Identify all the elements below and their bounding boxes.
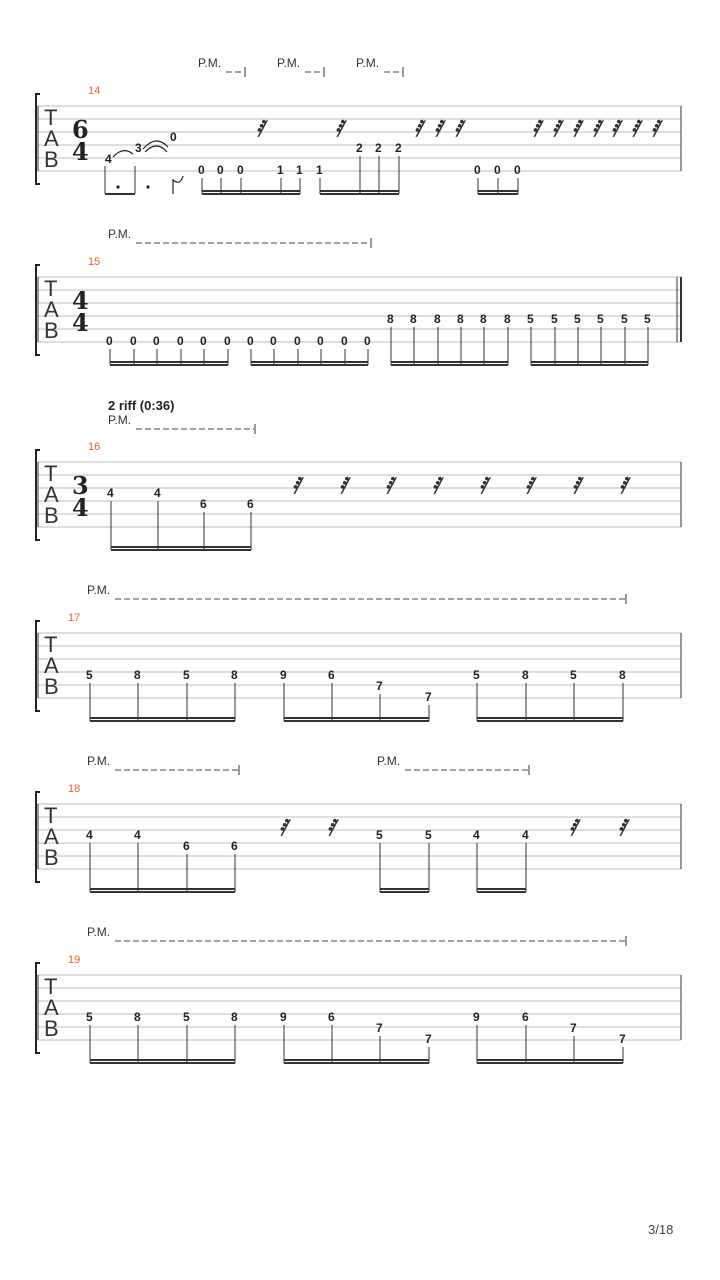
fret-group-2	[320, 141, 402, 194]
fret-number: 5	[621, 312, 628, 326]
fret-number: 0	[153, 334, 160, 348]
system-bar-18	[36, 754, 681, 892]
fret-number: 5	[473, 668, 480, 682]
fret-number: 8	[410, 312, 417, 326]
fret-number: 0	[341, 334, 348, 348]
fret-number: 5	[644, 312, 651, 326]
palm-mute-label: P.M.	[87, 583, 111, 597]
fret-number: 6	[247, 497, 254, 511]
tab-clef-letter: B	[44, 318, 59, 343]
rests	[256, 116, 663, 142]
bar-number: 17	[68, 612, 81, 624]
fret-number: 4	[522, 828, 529, 842]
fret-number: 6	[328, 668, 335, 682]
time-signature-top: 4	[72, 286, 89, 315]
tab-clef-letter: A	[44, 995, 59, 1020]
fret-number: 5	[527, 312, 534, 326]
fret-number: 4	[107, 486, 114, 500]
staff-lines	[38, 462, 681, 527]
system-bar-14	[36, 56, 681, 194]
bar-number: 19	[68, 954, 81, 966]
bar-number: 14	[88, 85, 101, 97]
sixteenth-rest-icon: 𝅀	[292, 473, 301, 499]
time-signature-top: 6	[72, 115, 89, 144]
fret-number: 5	[551, 312, 558, 326]
fret-number: 1	[296, 163, 303, 177]
system-bar-19	[36, 925, 681, 1063]
fret-number: 9	[280, 1010, 287, 1024]
stems-beams	[90, 683, 623, 721]
tab-clef-letter: T	[44, 105, 58, 130]
fret-number: 5	[597, 312, 604, 326]
stems-beams	[90, 1025, 623, 1063]
time-signature-bottom: 4	[72, 137, 89, 166]
fret-number: 0	[237, 163, 244, 177]
fret-number: 4	[473, 828, 480, 842]
palm-mute-label: P.M.	[377, 754, 401, 768]
sixteenth-rest-icon: 𝅀	[631, 116, 640, 142]
fret-number: 1	[277, 163, 284, 177]
sixteenth-rest-icon: 𝅀	[335, 116, 344, 142]
sixteenth-rest-icon: 𝅀	[479, 473, 488, 499]
sixteenth-rest-icon: 𝅀	[525, 473, 534, 499]
sixteenth-rest-icon: 𝅀	[385, 473, 394, 499]
fret-number: 5	[570, 668, 577, 682]
palm-mute-label: P.M.	[356, 56, 380, 70]
sixteenth-rest-icon: 𝅀	[414, 116, 423, 142]
fret-number: 8	[231, 668, 238, 682]
fret-number: 0	[170, 130, 177, 144]
bar-number: 18	[68, 783, 81, 795]
sixteenth-rest-icon: 𝅀	[434, 116, 443, 142]
fret-number: 1	[316, 163, 323, 177]
time-signature-bottom: 4	[72, 493, 89, 522]
fret-number: 2	[395, 141, 402, 155]
fret-number: 0	[217, 163, 224, 177]
tab-clef-letter: A	[44, 482, 59, 507]
fret-number: 8	[134, 1010, 141, 1024]
fret-number: 0	[130, 334, 137, 348]
fret-number: 9	[473, 1010, 480, 1024]
rests	[279, 815, 630, 841]
tab-clef-letter: A	[44, 297, 59, 322]
time-signature-top: 3	[72, 471, 89, 500]
fret-number: 8	[231, 1010, 238, 1024]
tab-clef-letter: B	[44, 147, 59, 172]
fret-number: 5	[86, 668, 93, 682]
tab-clef-letter: B	[44, 674, 59, 699]
tie-arc	[145, 146, 167, 152]
fret-number: 7	[619, 1032, 626, 1046]
fret-number: 0	[364, 334, 371, 348]
fret-number: 6	[183, 839, 190, 853]
tab-clef-letter: A	[44, 824, 59, 849]
fret-number: 0	[270, 334, 277, 348]
fret-number: 8	[457, 312, 464, 326]
system-bar-16	[36, 398, 681, 550]
tab-clef-letter: A	[44, 653, 59, 678]
staff-lines	[38, 975, 681, 1040]
fret-number: 0	[474, 163, 481, 177]
fret-number: 4	[154, 486, 161, 500]
fret-number: 7	[425, 690, 432, 704]
fret-number: 0	[106, 334, 113, 348]
sixteenth-rest-icon: 𝅀	[618, 815, 627, 841]
sixteenth-rest-icon: 𝅀	[569, 815, 578, 841]
system-bar-17	[36, 583, 681, 721]
fret-number: 2	[356, 141, 363, 155]
sixteenth-rest-icon: 𝅀	[592, 116, 601, 142]
fret-number: 0	[294, 334, 301, 348]
fret-number: 0	[317, 334, 324, 348]
fret-number: 6	[231, 839, 238, 853]
fret-number: 6	[522, 1010, 529, 1024]
tab-clef-letter: T	[44, 461, 58, 486]
fret-number: 6	[200, 497, 207, 511]
stems-beams	[90, 843, 526, 892]
fret-number: 2	[375, 141, 382, 155]
tab-clef-letter: B	[44, 845, 59, 870]
fret-number: 0	[514, 163, 521, 177]
fret-row	[106, 312, 651, 348]
sixteenth-rest-icon: 𝅀	[532, 116, 541, 142]
sixteenth-rest-icon: 𝅀	[619, 473, 628, 499]
fret-number: 8	[134, 668, 141, 682]
sixteenth-rest-icon: 𝅀	[432, 473, 441, 499]
fret-number: 7	[570, 1021, 577, 1035]
fret-number: 3	[135, 141, 142, 155]
palm-mute-label: P.M.	[87, 754, 111, 768]
palm-mute-label: P.M.	[108, 413, 132, 427]
sixteenth-rest-icon: 𝅀	[552, 116, 561, 142]
time-signature-bottom: 4	[72, 308, 89, 337]
fret-number: 8	[434, 312, 441, 326]
fret-group-1	[198, 163, 323, 194]
fret-number: 4	[86, 828, 93, 842]
fret-number: 7	[376, 1021, 383, 1035]
fret-number: 8	[522, 668, 529, 682]
fret-number: 0	[198, 163, 205, 177]
sixteenth-rest-icon: 𝅀	[279, 815, 288, 841]
tab-clef-letter: T	[44, 803, 58, 828]
sixteenth-rest-icon: 𝅀	[572, 116, 581, 142]
palm-mute-label: P.M.	[198, 56, 222, 70]
staff-lines	[38, 277, 681, 342]
tie-arc	[113, 151, 133, 157]
fret-row	[86, 828, 529, 853]
fret-row	[86, 1010, 626, 1046]
tab-clef-letter: B	[44, 503, 59, 528]
palm-mute-label: P.M.	[87, 925, 111, 939]
fret-group-3	[474, 163, 521, 194]
fret-number: 5	[86, 1010, 93, 1024]
fret-number: 8	[619, 668, 626, 682]
staff-lines	[38, 633, 681, 698]
fret-number: 0	[200, 334, 207, 348]
sixteenth-rest-icon: 𝅀	[454, 116, 463, 142]
page-number: 3/18	[648, 1222, 674, 1237]
section-label: 2 riff (0:36)	[108, 398, 175, 413]
tab-clef-letter: B	[44, 1016, 59, 1041]
fret-number: 8	[480, 312, 487, 326]
fret-number: 5	[183, 1010, 190, 1024]
fret-number: 0	[247, 334, 254, 348]
sixteenth-rest-icon: 𝅀	[611, 116, 620, 142]
bar-number: 16	[88, 441, 101, 453]
fret-number: 5	[574, 312, 581, 326]
tab-clef-letter: T	[44, 632, 58, 657]
fret-number: 7	[376, 679, 383, 693]
fret-number: 0	[494, 163, 501, 177]
tab-clef-letter: T	[44, 974, 58, 999]
fret-number: 0	[177, 334, 184, 348]
fret-row	[86, 668, 626, 704]
sixteenth-rest-icon: 𝅀	[651, 116, 660, 142]
stems-beams	[110, 327, 648, 365]
fret-number: 9	[280, 668, 287, 682]
fret-number: 4	[105, 152, 112, 166]
fret-number: 0	[224, 334, 231, 348]
sixteenth-rest-icon: 𝅀	[256, 116, 265, 142]
fret-number: 8	[504, 312, 511, 326]
fret-number: 5	[376, 828, 383, 842]
sixteenth-rest-icon: 𝅀	[339, 473, 348, 499]
palm-mute-label: P.M.	[277, 56, 301, 70]
tab-clef-letter: T	[44, 276, 58, 301]
fret-number: 4	[134, 828, 141, 842]
fret-number: 8	[387, 312, 394, 326]
sixteenth-rest-icon: 𝅀	[327, 815, 336, 841]
tab-clef-letter: A	[44, 126, 59, 151]
palm-mute-label: P.M.	[108, 227, 132, 241]
system-bar-15	[36, 227, 681, 365]
fret-number: 5	[425, 828, 432, 842]
fret-number: 7	[425, 1032, 432, 1046]
sixteenth-rest-icon: 𝅀	[572, 473, 581, 499]
fret-number: 5	[183, 668, 190, 682]
fret-number: 6	[328, 1010, 335, 1024]
bar-number: 15	[88, 256, 101, 268]
rests	[292, 473, 631, 499]
